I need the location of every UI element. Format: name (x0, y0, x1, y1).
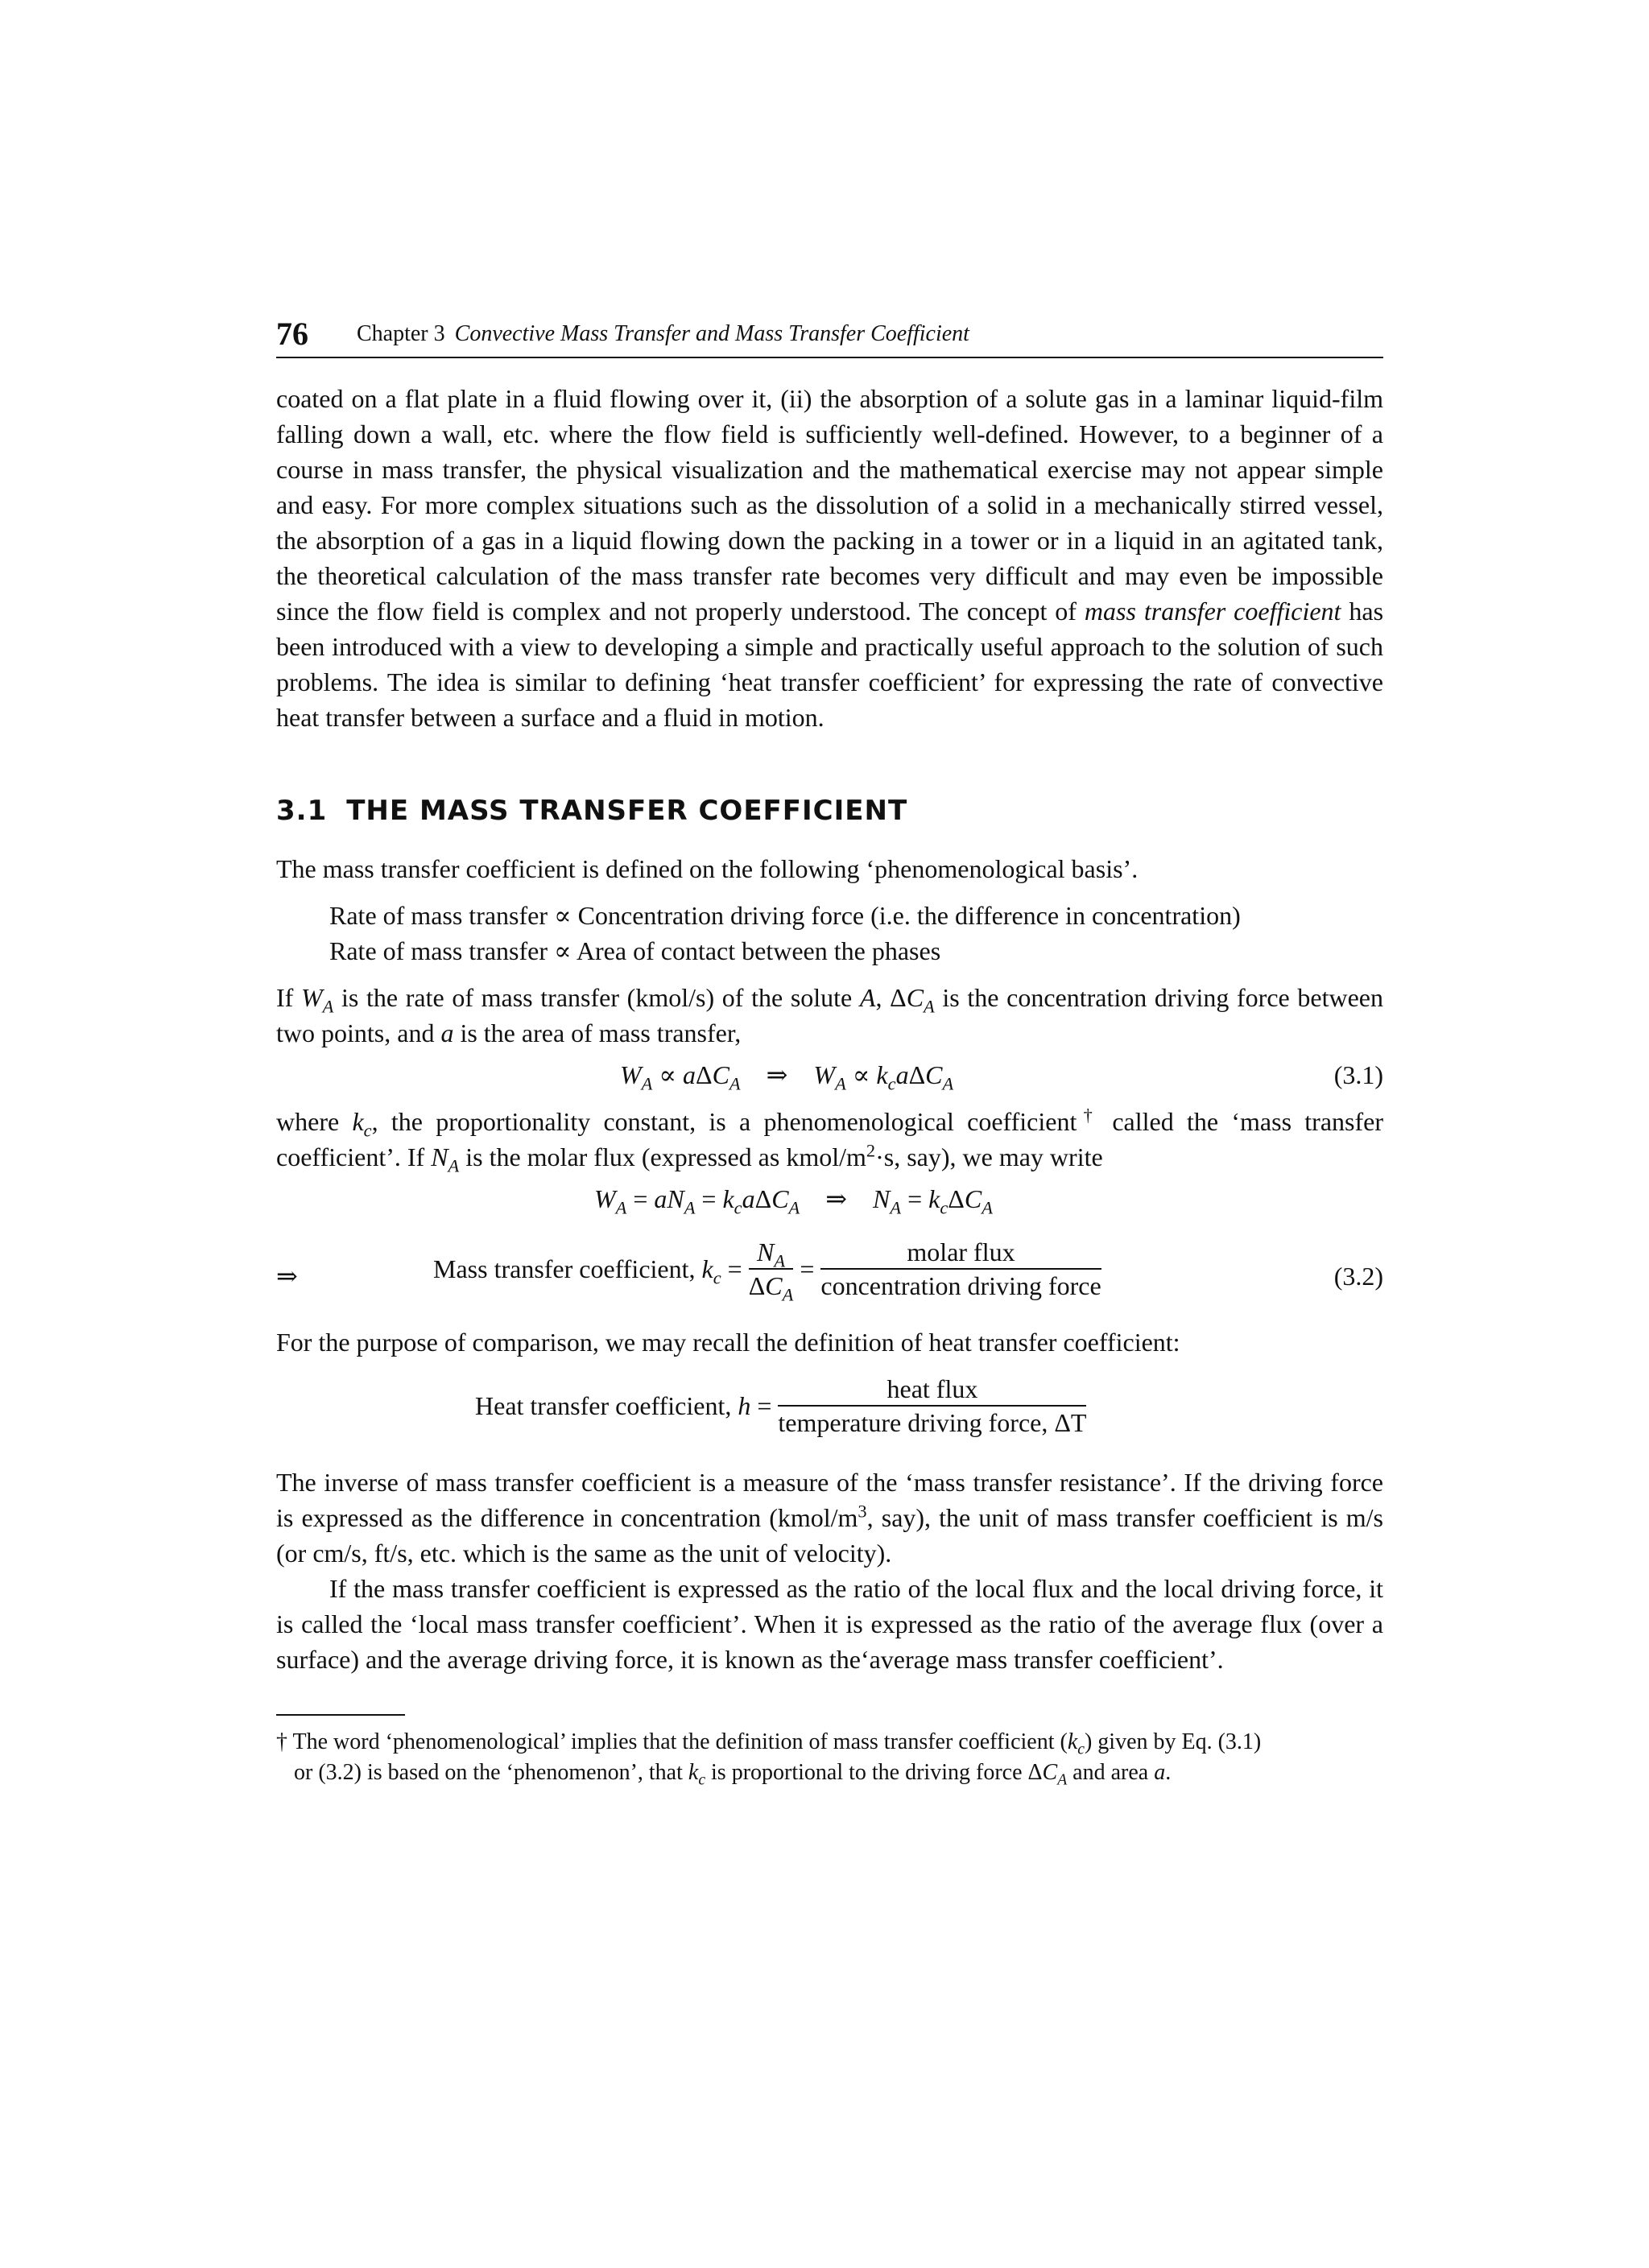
flux-text: is the molar flux (expressed as kmol/m (465, 1142, 866, 1171)
footnote-text-2-mid: is proportional to the driving force (711, 1760, 1023, 1785)
fraction-heat-flux (778, 1373, 1086, 1439)
chapter-title: Convective Mass Transfer and Mass Transfer Coefficient (454, 321, 969, 346)
intro-text: coated on a flat plate in a fluid flowing over it, (ii) the absorption of a solute gas in a laminar liquid-film falling down a wall, etc. where the flow field is sufficiently well-defined. However, to a beginner of a course in mass transfer, the physical visualization and the mathematical exercise may not appear simple and easy. For more complex situations such as the dissolution of a solid in a mechanically stirred vessel, the absorption of a gas in a liquid flowing down the packing in a tower or in a liquid in an agitated tank, the theoretical calculation of the mass transfer rate becomes very difficult and may even be impossible since the flow field is complex and not properly understood. The concept of (276, 384, 1383, 626)
section-heading (276, 793, 1383, 828)
page-number: 76 (276, 316, 308, 352)
heat-equation-body: Heat transfer coefficient, h = $\frac{\text{heat flux}}{\text{temperature driving force, ΔT}}$ (475, 1374, 1087, 1437)
equation-3-2-label: Mass transfer coefficient, (433, 1254, 696, 1283)
inverse-paragraph: The inverse of mass transfer coefficient is a measure of the ‘mass transfer resistance’. If the driving force is expressed as the difference in concentration ($kmol/m^3$, say), the unit of mass transfer coefficient is m/s (or cm/s, ft/s, etc. which is the same as the unit of velocity). (276, 1468, 1384, 1568)
local-coefficient-paragraph: If the mass transfer coefficient is expressed as the ratio of the local flux and the local driving force, it is called the ‘local mass transfer coefficient’. When it is expressed as the ratio of the average flux (over a surface) and the average driving force, it is known as the‘average mass transfer coefficient’. (276, 1574, 1383, 1674)
inverse-text-tail: , say), the unit of mass transfer coefficient is m/s (or cm/s, ft/s, etc. which is the same as the unit of velocity). (276, 1503, 1384, 1568)
heat-flux-numerator: heat flux (778, 1373, 1086, 1407)
temperature-denominator: temperature driving force, ΔT (778, 1408, 1087, 1437)
heat-transfer-equation (276, 1373, 1383, 1453)
footnote-line-2: or (3.2) is based on the ‘phenomenon’, that $k_c$ is proportional to the driving force $\Delta C_A$ and area a. (294, 1760, 1172, 1789)
heat-equation-label: Heat transfer coefficient, (475, 1391, 732, 1420)
equation-3-2 (276, 1236, 1383, 1316)
definition-intro: The mass transfer coefficient is defined on the following ‘phenomenological basis’. (276, 854, 1139, 883)
fraction-molar-flux (820, 1236, 1101, 1302)
proportionality-line-1: Rate of mass transfer ∝ Concentration driving force (i.e. the difference in concentration) (329, 901, 1241, 930)
footnote-text-1-end: ) given by Eq. (3.1) (1084, 1729, 1262, 1754)
footnote-text-2: or (3.2) is based on the ‘phenomenon’, that (294, 1760, 683, 1785)
chapter-number: Chapter 3 (357, 321, 445, 346)
driving-force-denominator: concentration driving force (820, 1271, 1101, 1300)
proportionality-line-2: Rate of mass transfer ∝ Area of contact between the phases (329, 936, 941, 965)
footnote (276, 1727, 1383, 1788)
footnote-line-1: † The word ‘phenomenological’ implies that the definition of mass transfer coefficient $(k_c)$ given by Eq. (3.1) (276, 1729, 1262, 1758)
section-number: 3.1 (276, 795, 328, 827)
book-page (276, 318, 1383, 1788)
fraction-na-over-dca: $\frac{N_A}{\Delta C_A}$ (748, 1237, 794, 1305)
footnote-text-1: The word ‘phenomenological’ implies that the definition of mass transfer coefficient ( (292, 1729, 1068, 1754)
equation-3-1-number: (3.1) (1333, 1060, 1383, 1089)
definitions-paragraph: If $W_A$ is the rate of mass transfer (kmol/s) of the solute A, $\Delta C_A$ is the concentration driving force between two points, and a is the area of mass transfer, (276, 983, 1384, 1047)
equation-flux-body: $W_A = aN_A = k_ca\Delta C_A$ ⇒ $N_A = k_c\Delta C_A$ (594, 1184, 993, 1218)
intro-paragraph (276, 381, 1383, 735)
footnote-rule (276, 1714, 405, 1716)
molar-flux-numerator: molar flux (820, 1236, 1101, 1270)
running-head (276, 318, 1383, 358)
inverse-text: The inverse of mass transfer coefficient is a measure of the ‘mass transfer resistance’. If the driving force is expressed as the difference in concentration (kmol/m (276, 1468, 1383, 1532)
where-word: where (276, 1107, 340, 1136)
chapter-label (357, 316, 969, 352)
where-paragraph: where $k_c$, the proportionality constant, is a phenomenological coefficient† called the ‘mass transfer coefficient’. If $N_A$ is the molar flux (expressed as kmol/$m^2\cdot s$, say), we may write (276, 1105, 1384, 1176)
footnote-marker: † (276, 1729, 287, 1754)
equation-3-1 (276, 1057, 1383, 1097)
section-title: THE MASS TRANSFER COEFFICIENT (346, 795, 908, 827)
flux-text-tail: ·s, say), we may write (875, 1142, 1103, 1171)
equation-3-2-body: Mass transfer coefficient, $k_c$ = $\frac{N_A}{\Delta C_A}$ = $\frac{\text{molar flux}}{\text{concentration driving force}}$ (433, 1237, 1101, 1305)
implies-arrow: ⇒ (276, 1262, 298, 1291)
intro-text-rest: has been introduced with a view to developing a simple and practically useful approach to the solution of such problems. The idea is similar to defining ‘heat transfer coefficient’ for expressing the rate of convective heat transfer between a surface and a fluid in motion. (276, 597, 1384, 732)
footnote-text-2-end: and area (1072, 1760, 1149, 1785)
comparison-paragraph: For the purpose of comparison, we may recall the definition of heat transfer coefficient: (276, 1328, 1180, 1357)
equation-flux (276, 1181, 1383, 1221)
proportionality-block (276, 898, 1383, 969)
equation-3-2-number: (3.2) (1333, 1262, 1383, 1291)
equation-3-1-body: $W_A \propto a\Delta C_A$ ⇒ $W_A \propto k_ca\Delta C_A$ (620, 1060, 954, 1094)
intro-emphasis: mass transfer coefficient (1084, 597, 1341, 626)
